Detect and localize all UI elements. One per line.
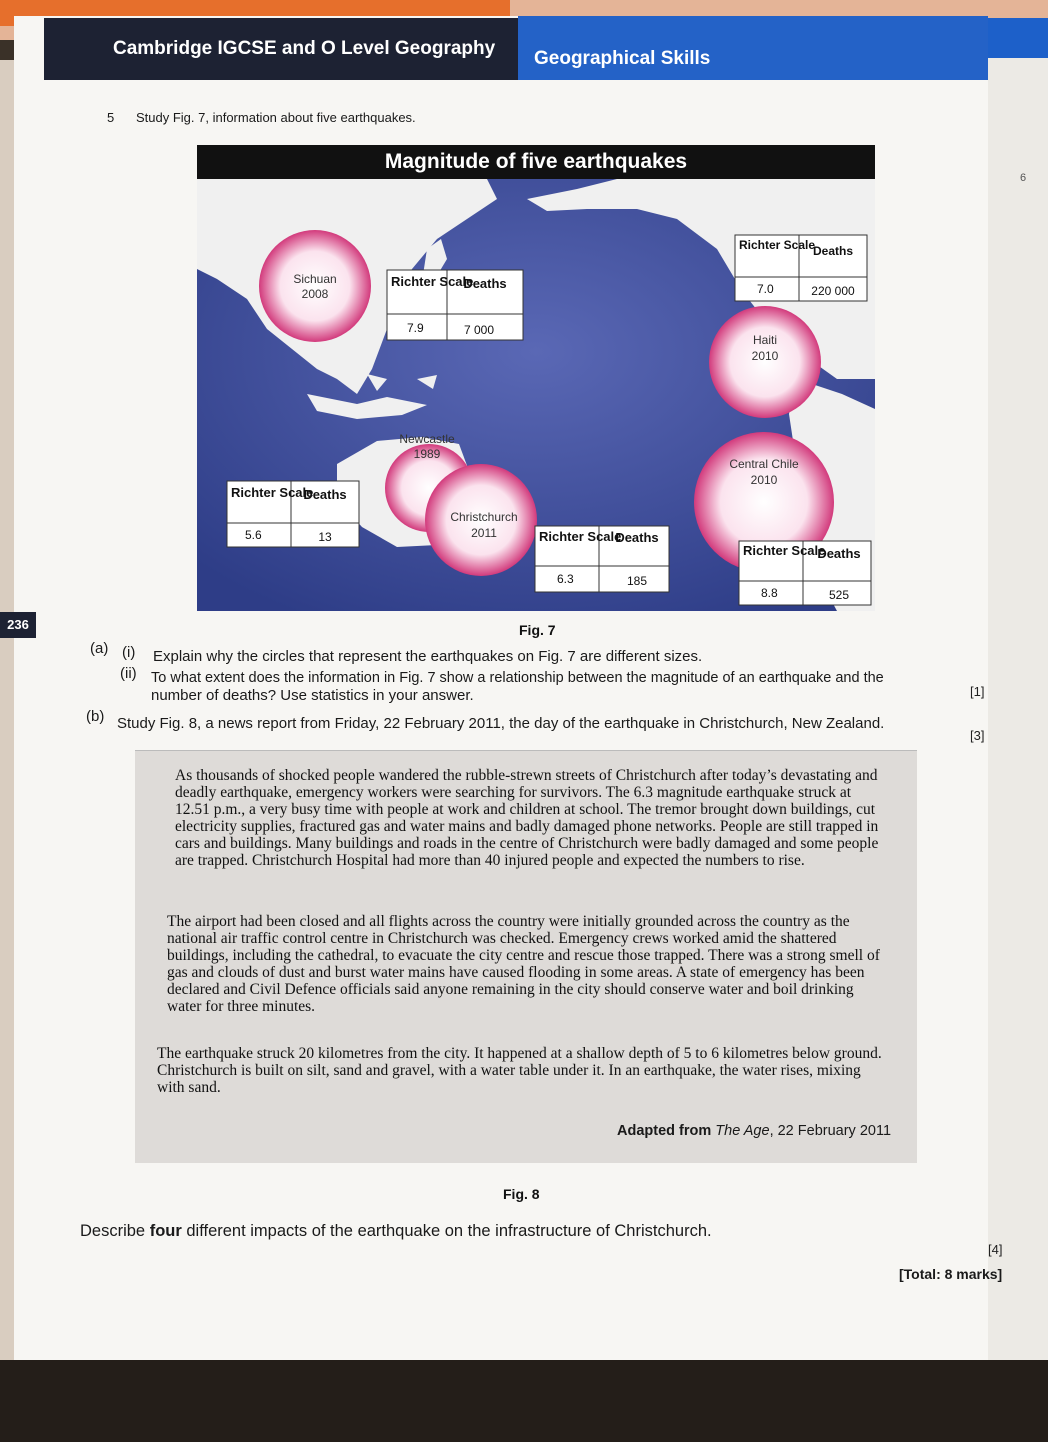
question-a-ii-line2: number of deaths? Use statistics in your answer.: [151, 687, 474, 704]
final-question-post: different impacts of the earthquake on the infrastructure of Christchurch.: [181, 1222, 712, 1240]
news-source-publication: The Age: [715, 1123, 770, 1139]
label-newcastle-year: 1989: [413, 447, 441, 461]
news-source: [617, 1123, 891, 1139]
final-question-marks: [4]: [988, 1242, 1003, 1257]
question-a-label: (a): [90, 640, 109, 657]
table-newcastle-header-scale: Richter Scale: [231, 485, 314, 500]
facing-page: [985, 20, 1048, 1360]
figure-8-caption: Fig. 8: [503, 1186, 540, 1202]
total-marks: [Total: 8 marks]: [899, 1266, 1003, 1282]
news-source-prefix: Adapted from: [617, 1123, 712, 1139]
news-report-box: [135, 750, 917, 1163]
question-a-i-text: Explain why the circles that represent the earthquakes on Fig. 7 are different sizes.: [153, 648, 703, 665]
table-sichuan-deaths: 7 000: [463, 323, 495, 337]
table-sichuan-header-scale: Richter Scale: [391, 274, 474, 289]
table-haiti-deaths: 220 000: [811, 284, 855, 298]
table-sichuan: [387, 270, 523, 340]
news-source-date: , 22 February 2011: [769, 1123, 892, 1139]
final-question-pre: Describe: [80, 1222, 150, 1240]
table-chile-header-scale: Richter Scale: [743, 543, 826, 558]
question-a-ii-label: (ii): [120, 665, 137, 682]
table-newcastle-richter: 5.6: [245, 528, 262, 542]
earthquake-map: [197, 179, 875, 611]
table-haiti-richter: 7.0: [757, 282, 774, 296]
table-christchurch-header-deaths: Deaths: [615, 530, 659, 545]
figure-7-title: Magnitude of five earthquakes: [197, 145, 875, 179]
question-a-ii-marks: [3]: [970, 728, 985, 743]
label-sichuan-place: Sichuan: [293, 272, 337, 286]
label-christchurch-place: Christchurch: [450, 510, 518, 524]
label-chile-year: 2010: [750, 473, 778, 487]
table-chile-header-deaths: Deaths: [817, 546, 861, 561]
table-newcastle: [227, 481, 359, 547]
facing-page-number: 6: [1020, 172, 1027, 184]
book-title: Cambridge IGCSE and O Level Geography: [113, 38, 496, 59]
figure-7-caption: Fig. 7: [519, 622, 556, 638]
label-haiti-place: Haiti: [752, 333, 778, 347]
section-title: Geographical Skills: [534, 48, 711, 69]
table-newcastle-deaths: 13: [318, 530, 332, 544]
table-christchurch-deaths: 185: [626, 574, 648, 588]
news-paragraph-3: The earthquake struck 20 kilometres from the city. It happened at a shallow depth of 5 to 6 kilometres below ground. Christchurch is built on silt, sand and gravel, with a water table under it. In an earthquake, the water rises, mixing with sand.: [157, 1045, 882, 1096]
table-haiti-header-scale: Richter Scale: [739, 238, 816, 252]
table-newcastle-header-deaths: Deaths: [303, 487, 347, 502]
question-b-text: Study Fig. 8, a news report from Friday, 22 February 2011, the day of the earthquake in Christchurch, New Zealand.: [117, 715, 885, 732]
table-chile-deaths: 525: [828, 588, 850, 602]
question-a-i-label: (i): [122, 644, 136, 661]
news-paragraph-2: The airport had been closed and all flights across the country were initially grounded across the country as the national air traffic control centre in Christchurch was checked. Emergency crews worked amid the shattered buildings, including the cathedral, to evacuate the city centre and rescue those trapped. There was a strong smell of gas and clouds of dust and burst water mains have caused flooding in some areas. A state of emergency has been declared and Civil Defence officials said anyone remaining in the city should conserve water and boil drinking water for three minutes.: [167, 913, 880, 1015]
figure-7: [197, 145, 875, 611]
label-newcastle-place: Newcastle: [399, 432, 455, 446]
label-sichuan-year: 2008: [301, 287, 329, 301]
quake-circle-sichuan: [259, 230, 371, 342]
label-chile-place: Central Chile: [729, 457, 799, 471]
table-haiti-header-deaths: Deaths: [812, 244, 854, 258]
table-chile-richter: 8.8: [761, 586, 778, 600]
question-a-ii-line1: To what extent does the information in Fig. 7 show a relationship between the magnitude of an earthquake and the: [151, 670, 884, 686]
table-christchurch-richter: 6.3: [557, 572, 574, 586]
final-question: [80, 1222, 712, 1241]
table-chile: [739, 541, 871, 605]
table-christchurch-header-scale: Richter Scale: [539, 529, 622, 544]
label-haiti-year: 2010: [751, 349, 779, 363]
table-sichuan-header-deaths: Deaths: [463, 276, 507, 291]
news-paragraph-1: As thousands of shocked people wandered the rubble-strewn streets of Christchurch after today’s devastating and deadly earthquake, emergency workers were searching for survivors. The 6.3 magnitude earthquake struck at 12.51 p.m., a very busy time with people at work and children at school. The tremor brought down buildings, cut electricity supplies, fractured gas and water mains and badly damaged phone networks. People are still trapped in cars and buildings. Many buildings and roads in the centre of Christchurch were badly damaged and some people are trapped. Christchurch Hospital had more than 40 injured people and expected the numbers to rise.: [175, 767, 879, 869]
question-number: 5: [107, 110, 115, 125]
final-question-bold: four: [149, 1222, 182, 1240]
label-christchurch-year: 2011: [471, 526, 497, 540]
table-sichuan-richter: 7.9: [407, 321, 424, 335]
page-number-tab: 236: [0, 612, 36, 638]
question-b-label: (b): [86, 708, 105, 725]
table-christchurch: [535, 526, 669, 592]
question-a-i-marks: [1]: [970, 684, 985, 699]
question-intro: Study Fig. 7, information about five earthquakes.: [136, 110, 416, 125]
table-haiti: [735, 235, 867, 301]
floor: [0, 1360, 1048, 1442]
